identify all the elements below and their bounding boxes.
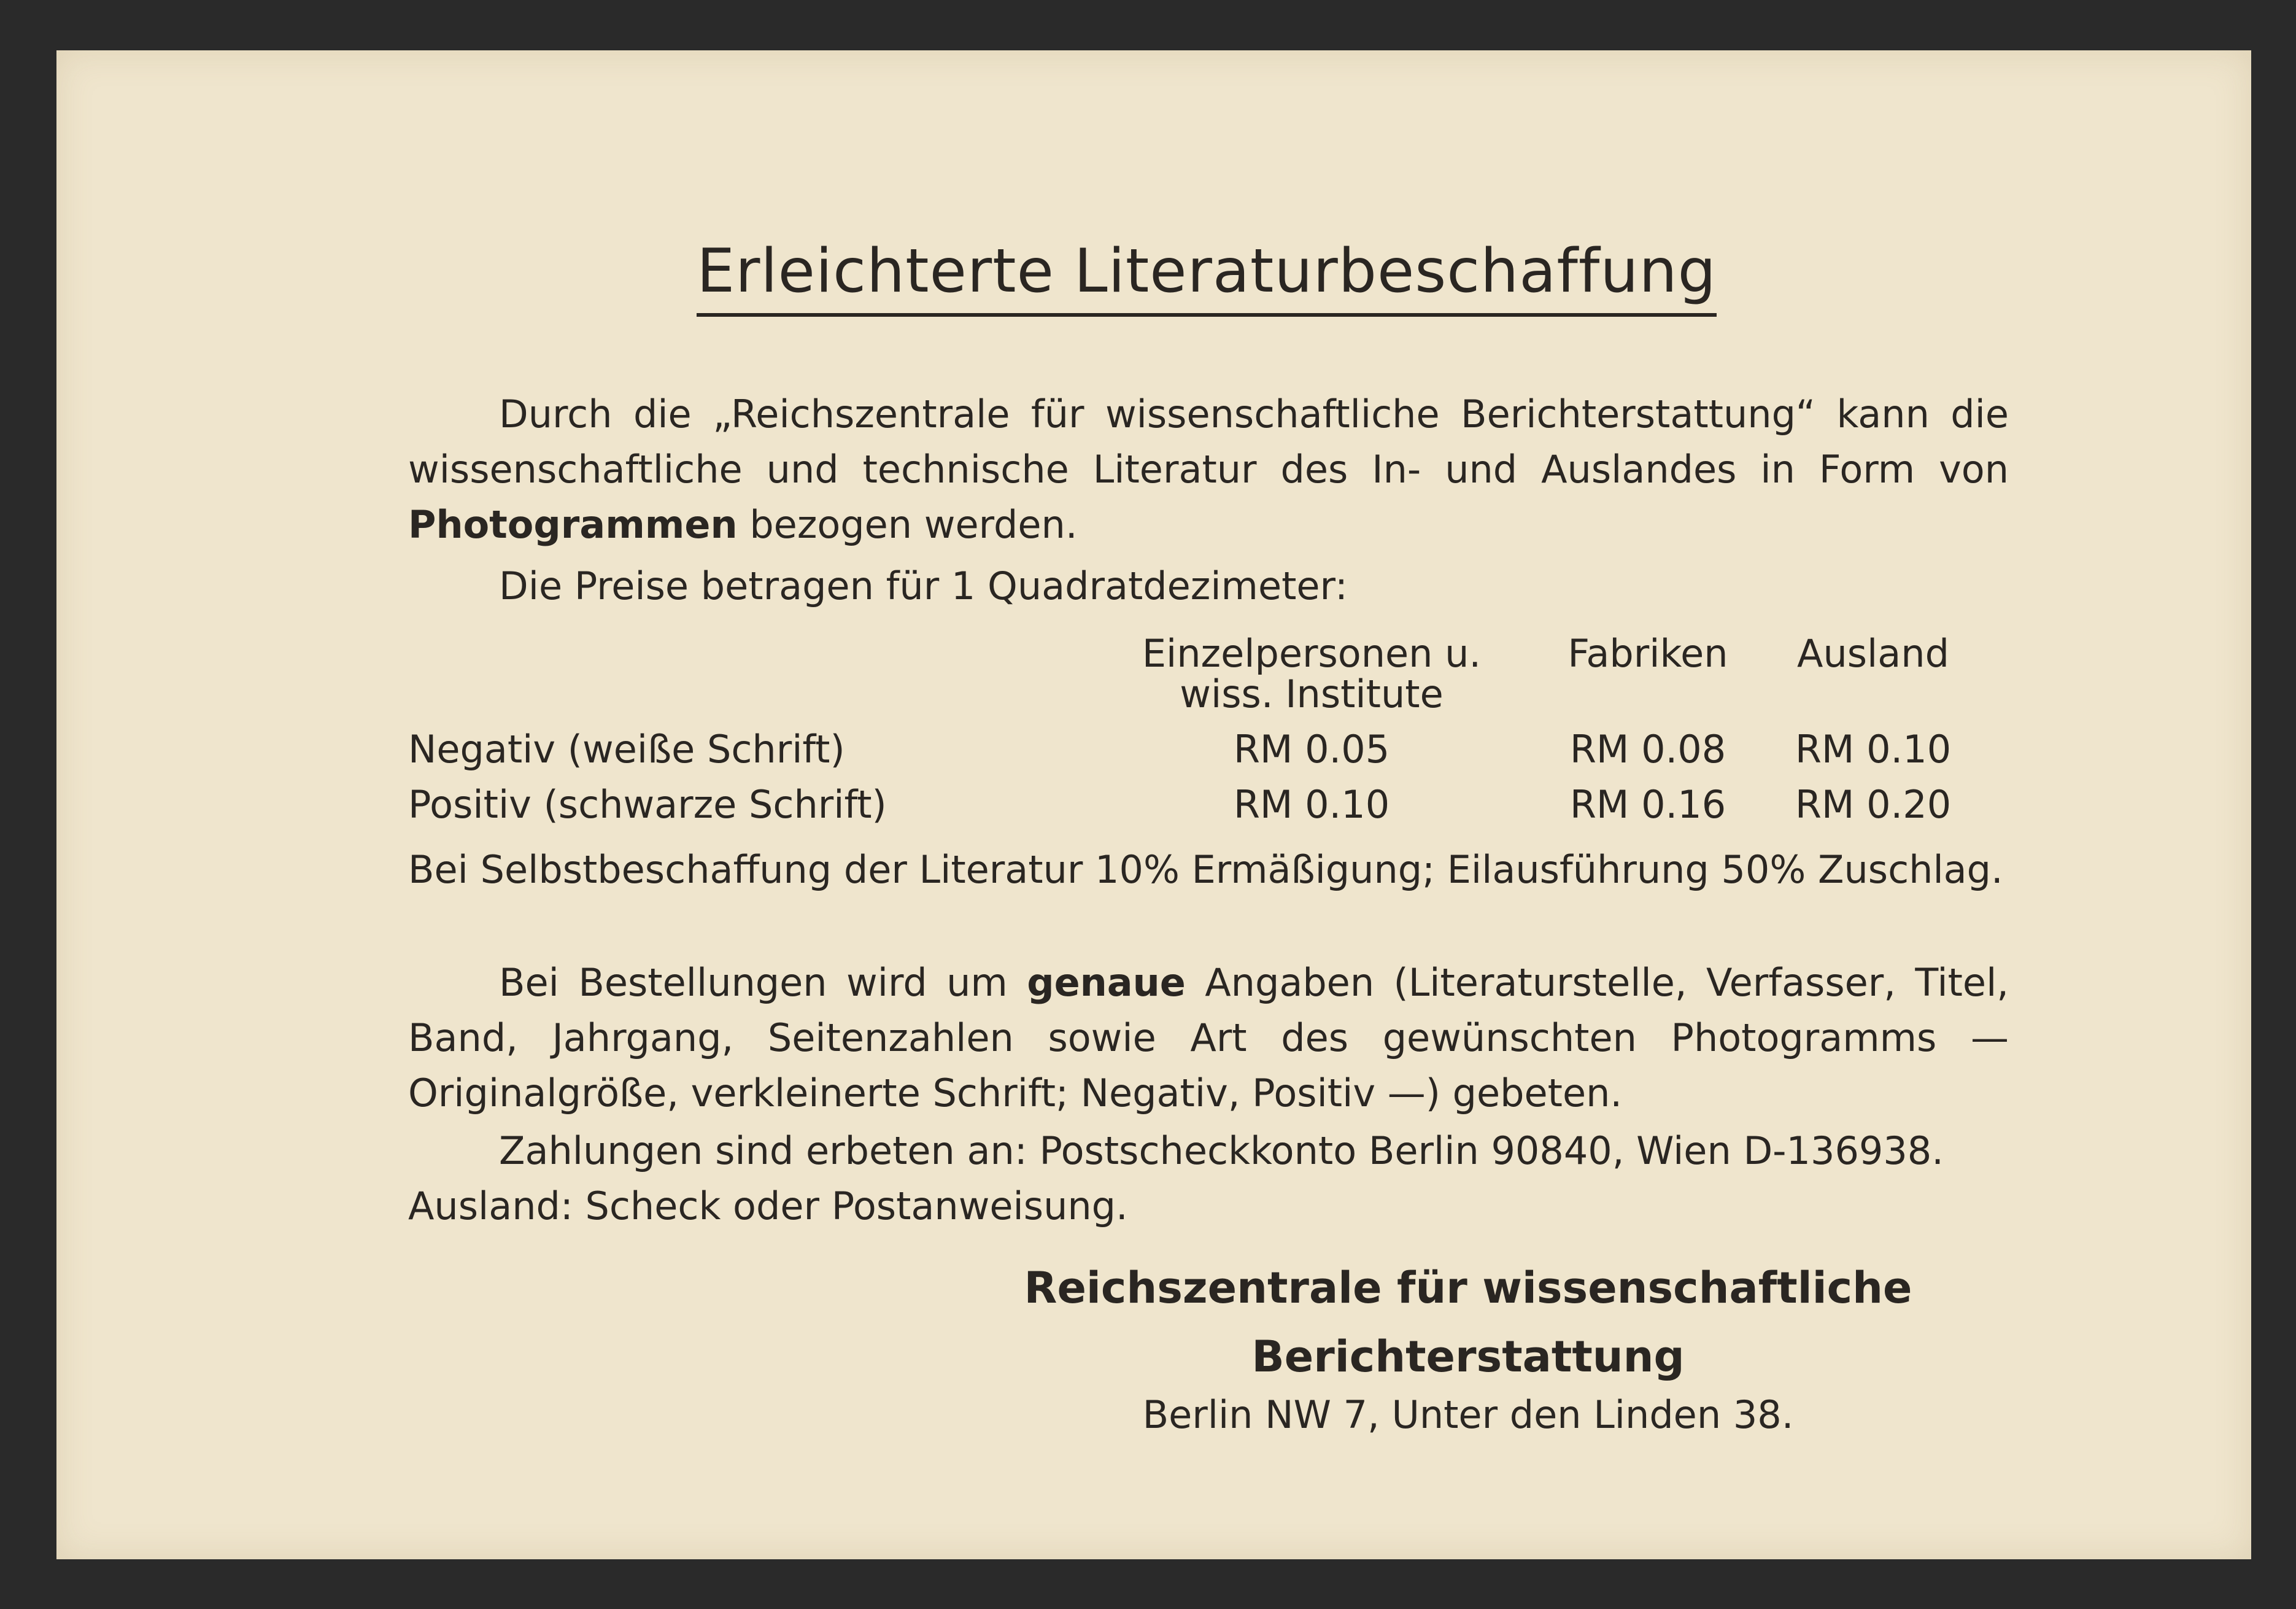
document-card xyxy=(56,50,2251,1559)
title-container xyxy=(673,235,1740,317)
ordering-bold-term: genaue xyxy=(1027,960,1186,1005)
ordering-text-1: Bei Bestellungen wird um xyxy=(499,960,1027,1005)
ordering-paragraph xyxy=(408,955,2009,1121)
payment-paragraph xyxy=(408,1123,2009,1234)
price-factories: RM 0.08 xyxy=(1569,727,1726,772)
price-factories: RM 0.16 xyxy=(1569,782,1726,827)
page-title: Erleichterte Literaturbeschaffung xyxy=(697,235,1717,317)
row-label: Negativ (weiße Schrift) xyxy=(408,727,845,772)
document-page xyxy=(56,50,2251,1559)
ordering-text-2: Angaben (Literaturstelle, Verfasser, Titel, Band, Jahrgang, Seitenzahlen sowie Art des gewünschten Photogramms — Originalgröße, verkleinerte Schrift; Negativ, Positiv —) gebeten. xyxy=(408,960,2009,1115)
payment-abroad-line: Ausland: Scheck oder Postanweisung. xyxy=(408,1184,1128,1228)
header-abroad: Ausland xyxy=(1797,631,1949,676)
intro-text-1: Durch die „Reichszentrale für wissenschaftliche Berichterstattung“ kann die wissenschaftliche und technische Literatur des In- und Auslandes in Form von xyxy=(408,392,2009,492)
header-individuals-line1: Einzelpersonen u. xyxy=(1142,631,1482,676)
price-abroad: RM 0.10 xyxy=(1795,727,1952,772)
price-individuals: RM 0.10 xyxy=(1233,782,1390,827)
discount-paragraph: Bei Selbstbeschaffung der Literatur 10% Ermäßigung; Eilausführung 50% Zuschlag. xyxy=(408,847,2003,892)
price-row-negative xyxy=(408,722,2009,777)
signature-address: Berlin NW 7, Unter den Linden 38. xyxy=(1142,1392,1794,1437)
header-factories: Fabriken xyxy=(1567,631,1728,676)
header-individuals-line2: wiss. Institute xyxy=(1180,672,1444,716)
intro-text-2: bezogen werden. xyxy=(737,502,1078,547)
price-row-positive xyxy=(408,777,2009,832)
price-intro: Die Preise betragen für 1 Quadratdezimeter: xyxy=(499,564,1348,608)
row-label: Positiv (schwarze Schrift) xyxy=(408,782,887,827)
signature-organization xyxy=(946,1254,1990,1391)
intro-paragraph xyxy=(408,387,2009,552)
signature-org-line1: Reichszentrale für wissenschaftliche xyxy=(1024,1263,1912,1313)
price-individuals: RM 0.05 xyxy=(1233,727,1390,772)
price-abroad: RM 0.20 xyxy=(1795,782,1952,827)
payment-line: Zahlungen sind erbeten an: Postscheckkonto Berlin 90840, Wien D-136938. xyxy=(499,1128,1944,1173)
header-individuals xyxy=(1103,631,1520,716)
intro-bold-term: Photogrammen xyxy=(408,502,738,547)
signature-org-line2: Berichterstattung xyxy=(1251,1332,1685,1382)
